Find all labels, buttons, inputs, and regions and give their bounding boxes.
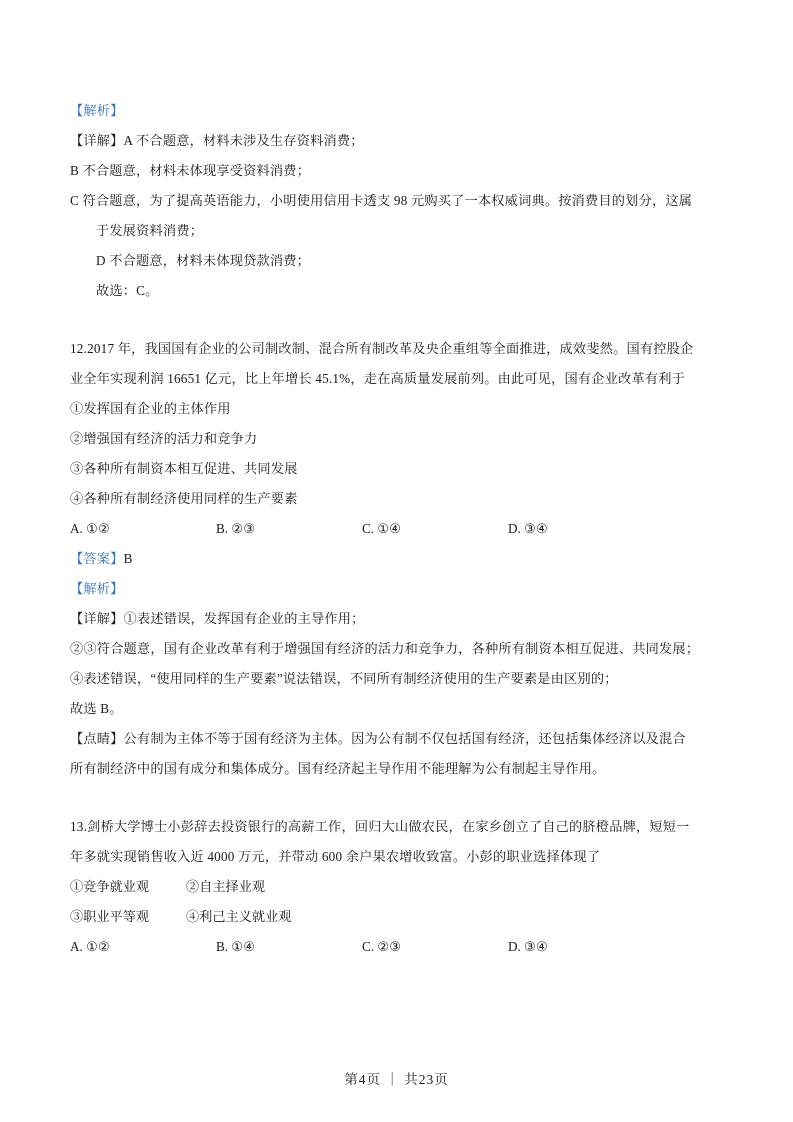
q13-option-d[interactable]: D. ③④ xyxy=(508,939,548,954)
q11-analysis-label: 【解析】 xyxy=(70,103,124,118)
q11-detail-line-1: 【详解】A 不合题意，材料未涉及生存资料消费； xyxy=(70,133,364,148)
q12-analysis-line-4: 故选 B。 xyxy=(70,701,123,716)
q12-analysis-line-2: ②③符合题意，国有企业改革有利于增强国有经济的活力和竞争力，各种所有制资本相互促进、共同发展； xyxy=(70,641,700,656)
q12-highlight-line-1: 【点睛】公有制为主体不等于国有经济为主体。因为公有制不仅包括国有经济，还包括集体经济以及混合 xyxy=(70,731,686,746)
q11-detail-line-5: D 不合题意，材料未体现贷款消费； xyxy=(96,253,311,268)
q13-stem-line-2: 年多就实现销售收入近 4000 万元，并带动 600 余户果农增收致富。小彭的职业选择体现了 xyxy=(70,849,601,864)
q11-detail-line-4: 于发展资料消费； xyxy=(96,223,204,238)
q12-analysis-line-1: 【详解】①表述错误，发挥国有企业的主导作用； xyxy=(70,611,365,626)
q12-options xyxy=(70,514,723,544)
q13-stem-line-1: 13.剑桥大学博士小彭辞去投资银行的高薪工作，回归大山做农民，在家乡创立了自己的脐橙品牌，短短一 xyxy=(70,819,690,834)
q11-detail-line-6: 故选：C。 xyxy=(96,283,159,298)
spacer-1 xyxy=(70,306,723,334)
q13-subopt-row-2 xyxy=(70,902,723,932)
q13-options xyxy=(70,932,723,962)
q12-point-1: ①发挥国有企业的主体作用 xyxy=(70,401,231,416)
q12-option-a[interactable]: A. ①② xyxy=(70,521,110,536)
q13-subopt-2: ②自主择业观 xyxy=(186,879,266,894)
q12-stem-line-2: 业全年实现利润 16651 亿元，比上年增长 45.1%，走在高质量发展前列。由此可见，国有企业改革有利于 xyxy=(70,371,686,386)
q12-point-4: ④各种所有制经济使用同样的生产要素 xyxy=(70,491,298,506)
q13-subopt-4: ④利己主义就业观 xyxy=(186,909,292,924)
q12-answer-label: 【答案】 xyxy=(70,551,124,566)
q12-option-b[interactable]: B. ②③ xyxy=(216,521,256,536)
q13-option-c[interactable]: C. ②③ xyxy=(362,939,402,954)
q12-highlight-line-2: 所有制经济中的国有成分和集体成分。国有经济起主导作用不能理解为公有制起主导作用。 xyxy=(70,761,606,776)
q13-subopt-3: ③职业平等观 xyxy=(70,909,150,924)
q13-option-b[interactable]: B. ①④ xyxy=(216,939,256,954)
q12-analysis-line-3: ④表述错误，“使用同样的生产要素”说法错误，不同所有制经济使用的生产要素是由区别的； xyxy=(70,671,618,686)
q12-option-d[interactable]: D. ③④ xyxy=(508,521,548,536)
q13-option-a[interactable]: A. ①② xyxy=(70,939,110,954)
page-footer: 第4页 ｜ 共23页 xyxy=(344,1072,449,1087)
q12-answer-value: B xyxy=(123,551,133,566)
q12-point-2: ②增强国有经济的活力和竞争力 xyxy=(70,431,258,446)
q11-detail-line-2: B 不合题意，材料未体现享受资料消费； xyxy=(70,163,311,178)
q13-subopt-1: ①竞争就业观 xyxy=(70,879,150,894)
q12-analysis-label: 【解析】 xyxy=(70,581,124,596)
q11-detail-line-3: C 符合题意，为了提高英语能力，小明使用信用卡透支 98 元购买了一本权威词典。按消费目的划分，这属 xyxy=(70,193,693,208)
q12-point-3: ③各种所有制资本相互促进、共同发展 xyxy=(70,461,298,476)
q12-answer-row xyxy=(70,544,723,574)
q12-stem-line-1: 12.2017 年，我国国有企业的公司制改制、混合所有制改革及央企重组等全面推进，成效斐然。国有控股企 xyxy=(70,341,694,356)
spacer-2 xyxy=(70,784,723,812)
q13-subopt-row-1 xyxy=(70,872,723,902)
q12-option-c[interactable]: C. ①④ xyxy=(362,521,402,536)
